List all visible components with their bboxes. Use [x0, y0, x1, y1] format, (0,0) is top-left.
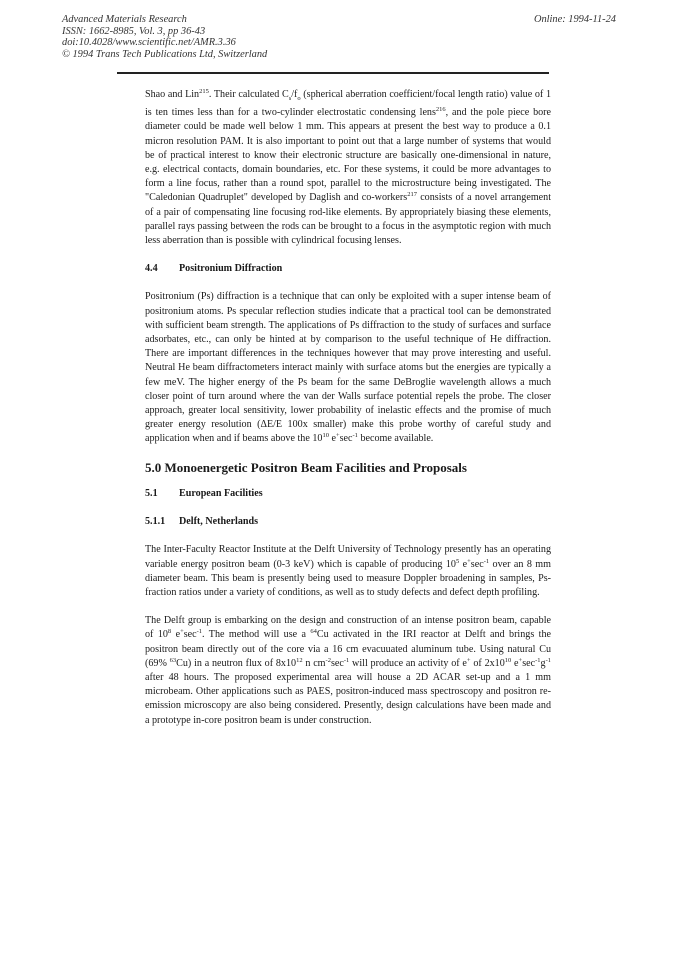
- paragraph-delft-intense: The Delft group is embarking on the design and construction of an intense positron beam, capable of $10^8$ $e^+\sec^{-1}$. The method will use a $^{64}$Cu activated in the IRI reactor at Delft and brings the positron beam directly out of the core via a 16 cm evacuuated aluminum tube. Using natural Cu (69% $^{63}$Cu) in a neutron flux of $8x10^{12}$ n $cm^{-2}\sec^{-1}$ will produce an activity of e+ of $2x10^{10}$ $e^+\sec^{-1}g^{-1}$ after 48 hours. The proposed experimental area will house a 2D ACAR set-up and a 1 mm microbeam. Other applications such as PAES, positron-induced mass spectroscopy and positron re-emission microscopy are also being considered. Presently, design calculations have been made and a prototype in-core positron beam is under construction.: [145, 615, 551, 726]
- header-rule: [117, 72, 549, 74]
- paragraph-positronium: Positronium (Ps) diffraction is a technique that can only be exploited with a super intense beam of positronium atoms. Ps specular reflection studies indicate that a practical tool can be demonstrated with sufficient beam strength. The applications of Ps diffraction to the study of surfaces and surface adsorbates, etc., can only be hinted at by comparison to the useful technique of He diffraction. There are important differences in the techniques however that may prove interesting and useful. Neutral He beam diffractometers interact mainly with surface atoms but the energies are typically a few meV. The higher energy of the Ps beam for the same DeBroglie wavelength allows a much closer point of turn around where the van der Walls surface potential repels the probe. The closer approach, greater local sensitivity, lower probability of inelastic effects and the promise of much greater energy resolution (ΔE/E 100x smaller) make this probe worthy of careful study and application when and if beams above the $10^{10}$ $e^+\sec^{-1}$ become available.: [145, 291, 551, 445]
- section-heading-5-0: 5.0 Monoenergetic Positron Beam Facilities and Proposals: [145, 459, 467, 475]
- copyright-line: © 1994 Trans Tech Publications Ltd, Switzerland: [62, 48, 268, 60]
- journal-name: Advanced Materials Research: [62, 14, 187, 25]
- paragraph-delft-existing: The Inter-Faculty Reactor Institute at the Delft University of Technology presently has an operating variable energy positron beam (0-3 keV) which is capable of producing $10^5$ $e^+\sec^{-1}$ over an 8 mm diameter beam. This beam is presently being used to measure Doppler broadening in samples, Ps-fraction ratios under a variety of conditions, as well as to study defects and defect depth profiling.: [145, 544, 551, 598]
- issn-line: ISSN: 1662-8985, Vol. 3, pp 36-43: [62, 25, 206, 37]
- section-heading-5-1-1: 5.1.1 Delft, Netherlands: [145, 516, 259, 528]
- section-heading-5-1: 5.1 European Facilities: [145, 487, 263, 499]
- paragraph-lens: Shao and Lin$^{215}$. Their calculated $C_s/f_o$ (spherical aberration coefficient/focal length ratio) value of 1 is ten times less than for a two-cylinder electrostatic condensing lens$^{216}$, and the pole piece bore diameter could be made well below 1 mm. This appears at present the best way to produce a 0.1 micron resolution PAM. It is also important to point out that a large number of systems that would be of practical interest to know their electronic structure are basically one-dimensional in nature, e.g. electrical contacts, domain boundaries, etc. For these systems, it could be more advantages to form a line focus, rather than a round spot, parallel to the microstructure being investigated. The "Caledonian Quadruplet" developed by Daglish and co-workers$^{217}$ consists of a novel arrangement of a pair of compensating line focusing rod-like elements. By appropriately biasing these elements, parallel rays passing between the rods can be brought to a focus in the asymptotic region with much less aberration than is possible with cylindrical focusing lenses.: [145, 88, 552, 247]
- online-date: Online: 1994-11-24: [533, 14, 616, 25]
- section-heading-4-4: 4.4 Positronium Diffraction: [145, 263, 283, 275]
- page-header: [62, 14, 616, 60]
- doi-line[interactable]: doi:10.4028/www.scientific.net/AMR.3.36: [62, 37, 236, 49]
- article-body: [145, 88, 551, 742]
